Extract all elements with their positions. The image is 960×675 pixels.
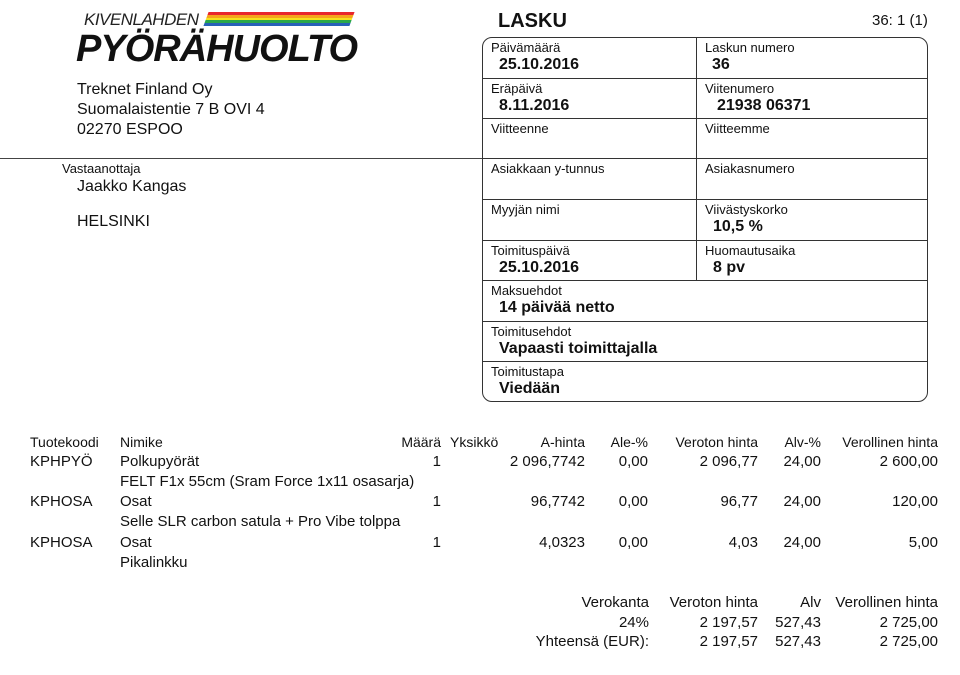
field-label: Eräpäivä <box>491 81 543 96</box>
field-customer-number <box>696 159 928 199</box>
field-reference-number <box>696 79 928 118</box>
row-price: 2 096,7742 <box>509 453 585 470</box>
field-value: Viedään <box>499 380 561 397</box>
header-qty: Määrä <box>401 434 441 450</box>
recipient-city: HELSINKI <box>77 213 150 230</box>
field-label: Laskun numero <box>705 40 795 55</box>
row-code: KPHOSA <box>30 493 93 510</box>
field-business-id <box>483 159 696 199</box>
field-value: Vapaasti toimittajalla <box>499 340 658 357</box>
total-vat: 527,43 <box>775 633 821 650</box>
field-value: 36 <box>712 56 730 73</box>
total-net: 2 197,57 <box>699 633 758 650</box>
table-row <box>0 493 960 533</box>
field-label: Toimitustapa <box>491 364 564 379</box>
header-gross: Verollinen hinta <box>842 434 938 450</box>
items-header-row <box>0 434 960 452</box>
document-title: LASKU <box>498 10 567 32</box>
logo-stripe <box>203 23 350 26</box>
field-due-date <box>483 79 696 118</box>
header-price: A-hinta <box>540 434 585 450</box>
row-name: Osat <box>120 534 152 551</box>
sender-name: Treknet Finland Oy <box>77 81 213 98</box>
field-payment-terms <box>483 281 927 321</box>
field-notice-period <box>696 241 928 280</box>
row-price: 4,0323 <box>539 534 585 551</box>
address-divider <box>0 158 482 159</box>
row-qty: 1 <box>432 493 441 510</box>
summary-header-net: Veroton hinta <box>669 594 758 611</box>
row-code: KPHPYÖ <box>30 453 93 470</box>
row-name: Polkupyörät <box>120 453 200 470</box>
field-your-reference <box>483 119 696 158</box>
summary-header-gross: Verollinen hinta <box>835 594 938 611</box>
field-label: Toimituspäivä <box>491 243 570 258</box>
field-delivery-terms <box>483 322 927 361</box>
field-label: Asiakkaan y-tunnus <box>491 161 605 176</box>
row-gross: 5,00 <box>908 534 938 551</box>
row-name: Osat <box>120 493 152 510</box>
row-gross: 120,00 <box>892 493 938 510</box>
total-gross: 2 725,00 <box>879 633 938 650</box>
field-label: Viitenumero <box>705 81 775 96</box>
field-value: 25.10.2016 <box>499 259 580 276</box>
row-gross: 2 600,00 <box>879 453 938 470</box>
row-code: KPHOSA <box>30 534 93 551</box>
row-net: 96,77 <box>720 493 758 510</box>
sender-address <box>77 80 265 140</box>
row-vat: 24,00 <box>783 534 821 551</box>
field-value: 8 pv <box>713 259 746 276</box>
header-name: Nimike <box>120 434 163 450</box>
table-row <box>0 534 960 574</box>
logo-stripes <box>203 12 354 26</box>
field-our-reference <box>696 119 928 158</box>
field-label: Viivästyskorko <box>705 202 788 217</box>
row-discount: 0,00 <box>618 493 648 510</box>
row-qty: 1 <box>432 534 441 551</box>
field-label: Myyjän nimi <box>491 202 560 217</box>
row-net: 4,03 <box>728 534 758 551</box>
header-discount: Ale-% <box>610 434 648 450</box>
header-vat: Alv-% <box>784 434 821 450</box>
summary-rate: 24% <box>618 614 649 631</box>
row-discount: 0,00 <box>618 534 648 551</box>
summary-gross: 2 725,00 <box>879 614 938 631</box>
sender-street: Suomalaistentie 7 B OVI 4 <box>77 101 265 118</box>
row-description: Pikalinkku <box>120 554 188 571</box>
summary-vat: 527,43 <box>775 614 821 631</box>
field-seller-name <box>483 200 696 240</box>
header-code: Tuotekoodi <box>30 434 99 450</box>
summary-net: 2 197,57 <box>699 614 758 631</box>
sender-city: 02270 ESPOO <box>77 121 183 138</box>
invoice-info-box <box>482 37 928 402</box>
logo-top-text: KIVENLAHDEN <box>84 10 199 29</box>
field-value: 10,5 % <box>713 218 763 235</box>
total-label: Yhteensä (EUR): <box>535 633 649 650</box>
recipient-name: Jaakko Kangas <box>77 178 187 195</box>
page-number: 36: 1 (1) <box>872 12 928 29</box>
row-discount: 0,00 <box>618 453 648 470</box>
summary-header-rate: Verokanta <box>581 594 649 611</box>
field-label: Maksuehdot <box>491 283 562 298</box>
row-vat: 24,00 <box>783 453 821 470</box>
field-value: 21938 06371 <box>717 97 811 114</box>
row-net: 2 096,77 <box>699 453 758 470</box>
field-date <box>483 38 696 78</box>
recipient-label: Vastaanottaja <box>62 161 141 176</box>
row-price: 96,7742 <box>530 493 585 510</box>
row-qty: 1 <box>432 453 441 470</box>
field-label: Päivämäärä <box>491 40 561 55</box>
field-label: Toimitusehdot <box>491 324 572 339</box>
field-value: 25.10.2016 <box>499 56 580 73</box>
field-label: Asiakasnumero <box>705 161 795 176</box>
field-late-interest <box>696 200 928 240</box>
field-delivery-method <box>483 362 927 402</box>
field-value: 8.11.2016 <box>499 97 570 114</box>
field-invoice-number <box>696 38 928 78</box>
logo-main-text: PYÖRÄHUOLTO <box>76 28 358 70</box>
field-value: 14 päivää netto <box>499 299 615 316</box>
field-delivery-date <box>483 241 696 280</box>
header-net: Veroton hinta <box>675 434 758 450</box>
summary-table <box>0 594 960 654</box>
summary-header-vat: Alv <box>800 594 821 611</box>
field-label: Huomautusaika <box>705 243 796 258</box>
header-unit: Yksikkö <box>450 434 499 450</box>
table-row <box>0 453 960 493</box>
row-description: Selle SLR carbon satula + Pro Vibe tolppa <box>120 513 401 530</box>
row-description: FELT F1x 55cm (Sram Force 1x11 osasarja) <box>120 473 415 490</box>
field-label: Viitteenne <box>491 121 549 136</box>
field-label: Viitteemme <box>705 121 770 136</box>
row-vat: 24,00 <box>783 493 821 510</box>
